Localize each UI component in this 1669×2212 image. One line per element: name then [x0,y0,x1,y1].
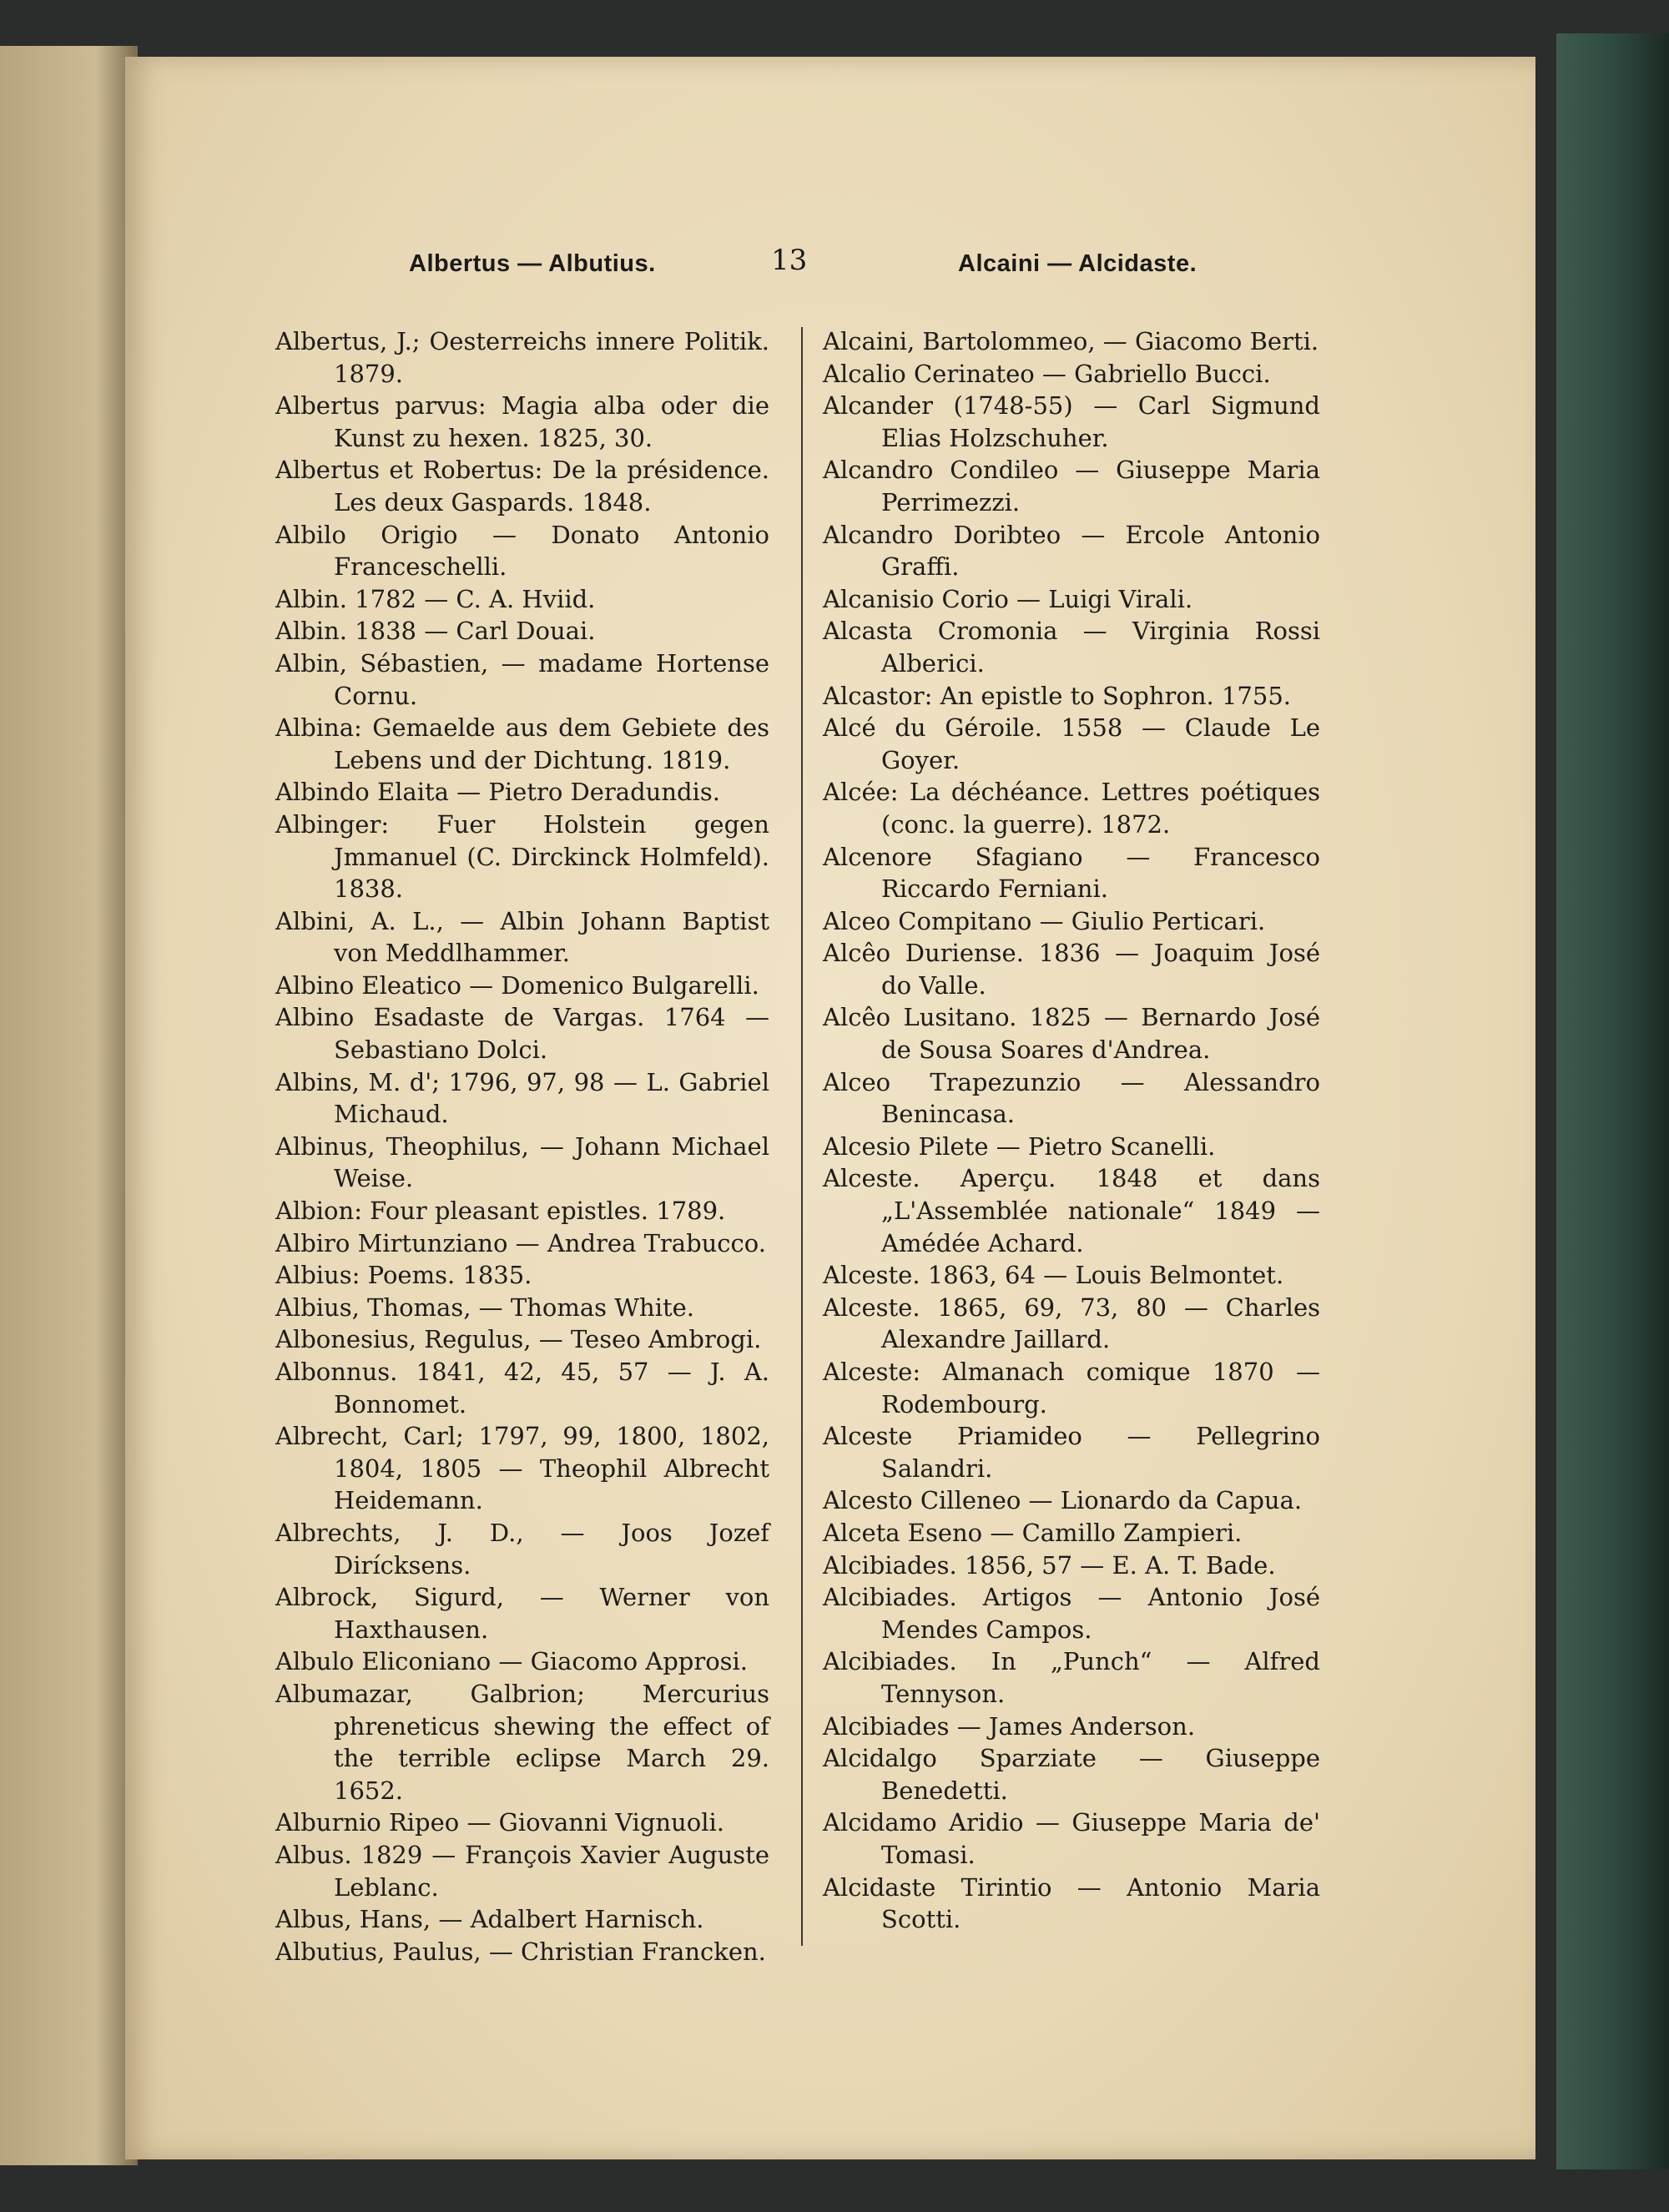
index-entry: Albrecht, Carl; 1797, 99, 1800, 1802, 1804, 1805 — Theophil Albrecht Heidemann. [275,1422,769,1515]
index-entry: Alceste Priamideo — Pellegrino Salandri. [823,1422,1320,1483]
index-entry: Albrock, Sigurd, — Werner von Haxthausen. [275,1583,769,1644]
index-entry: Albrechts, J. D., — Joos Jozef Dirícksens. [275,1518,769,1580]
index-entry: Alcé du Géroile. 1558 — Claude Le Goyer. [823,713,1320,774]
index-entry: Alcander (1748-55) — Carl Sigmund Elias Holzschuher. [823,391,1320,452]
index-entry: Albino Esadaste de Vargas. 1764 — Sebastiano Dolci. [275,1003,769,1065]
index-entry: Albiro Mirtunziano — Andrea Trabucco. [275,1228,766,1257]
index-entry: Albertus, J.; Oesterreichs innere Politik. 1879. [275,327,769,388]
index-entry: Alceste. Aperçu. 1848 et dans „L'Assemblée nationale“ 1849 — Amédée Achard. [823,1164,1320,1257]
index-entry: Albino Eleatico — Domenico Bulgarelli. [275,970,759,1000]
index-entry: Albina: Gemaelde aus dem Gebiete des Lebens und der Dichtung. 1819. [275,713,769,774]
index-entry: Alcidamo Aridio — Giuseppe Maria de' Tomasi. [823,1808,1320,1869]
index-entry: Albus, Hans, — Adalbert Harnisch. [275,1905,704,1934]
index-entry: Albius, Thomas, — Thomas White. [275,1292,695,1322]
index-entry: Alcêo Lusitano. 1825 — Bernardo José de Sousa Soares d'Andrea. [823,1003,1320,1065]
page-number: 13 [771,244,808,277]
index-entry: Albins, M. d'; 1796, 97, 98 — L. Gabriel Michaud. [275,1067,769,1129]
running-header-right: Alcaini — Alcidaste. [958,250,1198,277]
index-entry: Alceta Eseno — Camillo Zampieri. [823,1518,1243,1547]
index-entry: Albus. 1829 — François Xavier Auguste Leblanc. [275,1840,769,1902]
column-divider [801,327,803,1946]
index-entry: Albumazar, Galbrion; Mercurius phreneticus shewing the effect of the terrible eclipse March 29. 1652. [275,1679,769,1805]
index-entry: Albinus, Theophilus, — Johann Michael Weise. [275,1131,769,1193]
index-entry: Alcesto Cilleneo — Lionardo da Capua. [823,1486,1303,1515]
index-entry: Alceste. 1863, 64 — Louis Belmontet. [823,1261,1284,1290]
index-entry: Alceste: Almanach comique 1870 — Rodembourg. [823,1358,1320,1418]
book-cover-edge [1556,33,1669,2169]
index-entry: Albinger: Fuer Holstein gegen Jmmanuel (C. Dirckinck Holmfeld). 1838. [275,809,769,904]
index-entry: Albertus parvus: Magia alba oder die Kunst zu hexen. 1825, 30. [275,391,769,452]
index-entry: Albin, Sébastien, — madame Hortense Cornu. [275,648,769,710]
left-page-edge [0,46,138,2165]
index-entry: Alcibiades. Artigos — Antonio José Mendes Campos. [823,1583,1320,1644]
index-entry: Alcesio Pilete — Pietro Scanelli. [823,1131,1216,1161]
index-entry: Albilo Origio — Donato Antonio Franceschelli. [275,520,769,582]
index-entry: Alcibiades — James Anderson. [823,1711,1196,1741]
index-entry: Alceste. 1865, 69, 73, 80 — Charles Alexandre Jaillard. [823,1292,1320,1354]
index-entry: Alceo Compitano — Giulio Perticari. [823,906,1266,935]
left-column [275,325,769,1968]
running-header-left: Albertus — Albutius. [409,250,656,277]
index-entry: Alceo Trapezunzio — Alessandro Benincasa. [823,1067,1320,1129]
index-entry: Alcandro Doribteo — Ercole Antonio Graffi. [823,520,1320,582]
index-entry: Alcalio Cerinateo — Gabriello Bucci. [823,359,1271,388]
index-entry: Alcastor: An epistle to Sophron. 1755. [823,681,1291,710]
index-entry: Alcibiades. 1856, 57 — E. A. T. Bade. [823,1550,1276,1580]
index-entry: Albonnus. 1841, 42, 45, 57 — J. A. Bonnomet. [275,1358,769,1418]
index-entry: Alcandro Condileo — Giuseppe Maria Perrimezzi. [823,456,1320,516]
right-column [823,325,1320,1936]
index-entry: Albindo Elaita — Pietro Deradundis. [275,778,720,807]
index-entry: Albius: Poems. 1835. [275,1261,532,1290]
index-entry: Alcaini, Bartolommeo, — Giacomo Berti. [823,327,1319,355]
index-entry: Albonesius, Regulus, — Teseo Ambrogi. [275,1325,762,1354]
index-entry: Alcidaste Tirintio — Antonio Maria Scotti. [823,1872,1320,1934]
index-entry: Alcée: La déchéance. Lettres poétiques (conc. la guerre). 1872. [823,778,1320,839]
index-entry: Albutius, Paulus, — Christian Francken. [275,1937,766,1966]
index-entry: Albulo Eliconiano — Giacomo Approsi. [275,1647,749,1676]
index-entry: Albini, A. L., — Albin Johann Baptist von Meddlhammer. [275,906,769,968]
index-entry: Albion: Four pleasant epistles. 1789. [275,1197,726,1226]
index-entry: Albertus et Robertus: De la présidence. Les deux Gaspards. 1848. [275,456,769,516]
index-entry: Alcenore Sfagiano — Francesco Riccardo Ferniani. [823,842,1320,904]
index-entry: Alcidalgo Sparziate — Giuseppe Benedetti. [823,1744,1320,1805]
index-entry: Alcêo Duriense. 1836 — Joaquim José do Valle. [823,939,1320,1000]
index-entry: Albin. 1838 — Carl Douai. [275,617,596,646]
index-entry: Alburnio Ripeo — Giovanni Vignuoli. [275,1808,724,1837]
index-entry: Albin. 1782 — C. A. Hviid. [275,584,596,613]
index-entry: Alcanisio Corio — Luigi Virali. [823,584,1193,613]
index-entry: Alcasta Cromonia — Virginia Rossi Alberici. [823,617,1320,678]
index-entry: Alcibiades. In „Punch“ — Alfred Tennyson. [823,1647,1320,1708]
